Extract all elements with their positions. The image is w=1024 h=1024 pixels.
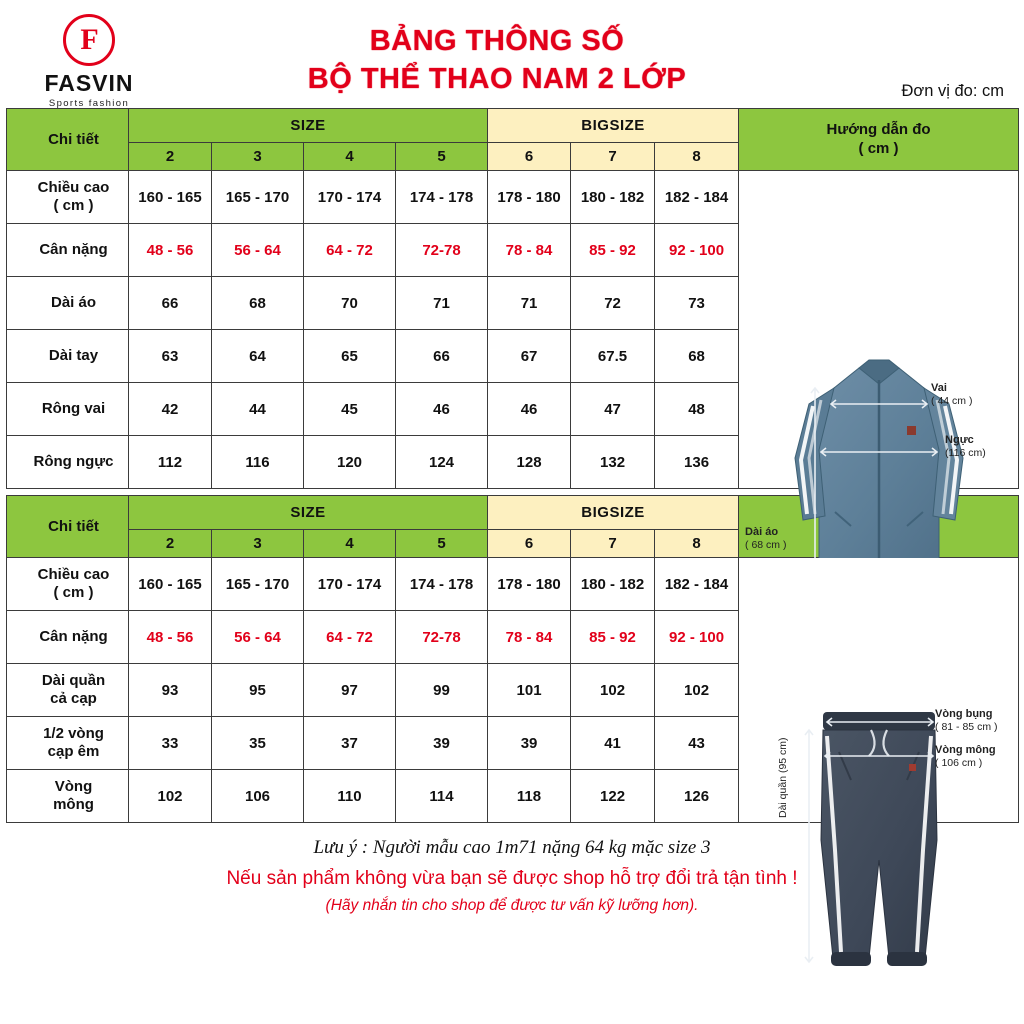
cell: 42 <box>129 383 212 436</box>
row-label <box>7 611 129 664</box>
cell: 67 <box>488 330 571 383</box>
cell: 92 - 100 <box>655 224 739 277</box>
col-size-3: 3 <box>212 530 304 558</box>
annotation-waist <box>935 708 997 734</box>
cell: 43 <box>655 717 739 770</box>
cell: 68 <box>212 277 304 330</box>
col-size-2: 2 <box>129 143 212 171</box>
row-label <box>7 436 129 489</box>
table-row <box>7 558 1019 611</box>
cell: 182 - 184 <box>655 558 739 611</box>
cell: 102 <box>571 664 655 717</box>
cell: 128 <box>488 436 571 489</box>
annotation-length <box>745 526 786 552</box>
cell: 170 - 174 <box>304 171 396 224</box>
cell: 165 - 170 <box>212 171 304 224</box>
col-size-3: 3 <box>212 143 304 171</box>
header-bigsize-group: BIGSIZE <box>488 496 739 530</box>
annotation-waist-label: Vòng bụng <box>935 708 993 720</box>
cell: 97 <box>304 664 396 717</box>
annotation-chest <box>945 434 986 460</box>
cell: 126 <box>655 770 739 823</box>
header-guide <box>739 109 1019 171</box>
col-bigsize-6: 6 <box>488 143 571 171</box>
header-size-group: SIZE <box>129 496 488 530</box>
row-label-line1: Dài tay <box>48 347 99 364</box>
cell: 160 - 165 <box>129 558 212 611</box>
row-label-line2: ( cm ) <box>53 197 94 214</box>
cell: 37 <box>304 717 396 770</box>
cell: 78 - 84 <box>488 224 571 277</box>
col-bigsize-8: 8 <box>655 530 739 558</box>
row-label <box>7 383 129 436</box>
cell: 180 - 182 <box>571 558 655 611</box>
cell: 33 <box>129 717 212 770</box>
annotation-inseam <box>777 737 790 818</box>
annotation-hip <box>935 744 996 770</box>
cell: 71 <box>396 277 488 330</box>
row-label-line1: Chiều cao <box>37 179 110 196</box>
cell: 116 <box>212 436 304 489</box>
cell: 178 - 180 <box>488 558 571 611</box>
cell: 47 <box>571 383 655 436</box>
col-bigsize-8: 8 <box>655 143 739 171</box>
annotation-shoulder-value: ( 44 cm ) <box>931 394 973 407</box>
col-size-5: 5 <box>396 143 488 171</box>
cell: 41 <box>571 717 655 770</box>
header-bigsize-group: BIGSIZE <box>488 109 739 143</box>
header-guide-line1: Hướng dẫn đo <box>826 120 931 138</box>
jacket-table-wrapper <box>0 108 1024 551</box>
cell: 110 <box>304 770 396 823</box>
row-label-line1: Chiều cao <box>37 566 110 583</box>
cell: 45 <box>304 383 396 436</box>
col-size-4: 4 <box>304 143 396 171</box>
annotation-length-value: ( 68 cm ) <box>745 538 787 551</box>
title-line-2: BỘ THỂ THAO NAM 2 LỚP <box>307 63 687 96</box>
note-exchange: Nếu sản phẩm không vừa bạn sẽ được shop hỗ trợ đổi trả tận tình ! <box>226 868 798 889</box>
col-bigsize-7: 7 <box>571 143 655 171</box>
annotation-hip-value: ( 106 cm ) <box>935 757 983 770</box>
cell: 122 <box>571 770 655 823</box>
cell: 46 <box>396 383 488 436</box>
brand-tagline: Sports fashion <box>48 98 130 109</box>
cell: 78 - 84 <box>488 611 571 664</box>
annotation-shoulder-label: Vai <box>931 381 947 394</box>
cell: 65 <box>304 330 396 383</box>
cell: 48 - 56 <box>129 224 212 277</box>
cell: 124 <box>396 436 488 489</box>
cell: 174 - 178 <box>396 171 488 224</box>
col-size-4: 4 <box>304 530 396 558</box>
page-header <box>0 0 1024 108</box>
annotation-length-label: Dài áo <box>745 525 779 538</box>
cell: 72-78 <box>396 224 488 277</box>
cell: 180 - 182 <box>571 171 655 224</box>
annotation-shoulder <box>931 382 972 408</box>
row-label-line2: cả cạp <box>50 690 97 707</box>
cell: 178 - 180 <box>488 171 571 224</box>
row-label-line1: 1/2 vòng <box>43 725 104 742</box>
cell: 102 <box>655 664 739 717</box>
row-label <box>7 330 129 383</box>
cell: 132 <box>571 436 655 489</box>
cell: 101 <box>488 664 571 717</box>
cell: 112 <box>129 436 212 489</box>
cell: 48 - 56 <box>129 611 212 664</box>
cell: 35 <box>212 717 304 770</box>
logo-letter: F <box>80 23 98 56</box>
cell: 170 - 174 <box>304 558 396 611</box>
col-size-2: 2 <box>129 530 212 558</box>
cell: 64 <box>212 330 304 383</box>
cell: 72 <box>571 277 655 330</box>
jacket-size-table <box>6 108 1019 551</box>
row-label-line1: Rông vai <box>41 400 106 417</box>
cell: 56 - 64 <box>212 224 304 277</box>
cell: 71 <box>488 277 571 330</box>
row-label-line1: Vòng <box>54 778 93 795</box>
cell: 165 - 170 <box>212 558 304 611</box>
cell: 95 <box>212 664 304 717</box>
cell: 182 - 184 <box>655 171 739 224</box>
cell: 102 <box>129 770 212 823</box>
annotation-hip-label: Vòng mông <box>935 744 996 756</box>
row-label <box>7 171 129 224</box>
row-label <box>7 717 129 770</box>
trousers-icon <box>739 690 1019 990</box>
logo-circle-icon <box>63 14 115 66</box>
cell: 70 <box>304 277 396 330</box>
row-label-line1: Rông ngực <box>33 453 114 470</box>
brand-name: FASVIN <box>44 70 134 96</box>
row-label <box>7 277 129 330</box>
cell: 118 <box>488 770 571 823</box>
annotation-chest-label: Ngực <box>945 433 974 446</box>
trousers-illustration <box>739 558 1019 823</box>
cell: 48 <box>655 383 739 436</box>
note-model: Lưu ý : Người mẫu cao 1m71 nặng 64 kg mặc size 3 <box>313 837 711 858</box>
row-label <box>7 558 129 611</box>
cell: 160 - 165 <box>129 171 212 224</box>
row-label-line1: Cân nặng <box>39 628 108 645</box>
cell: 93 <box>129 664 212 717</box>
col-bigsize-6: 6 <box>488 530 571 558</box>
row-label-line2: mông <box>53 796 94 813</box>
col-size-5: 5 <box>396 530 488 558</box>
cell: 73 <box>655 277 739 330</box>
cell: 106 <box>212 770 304 823</box>
cell: 39 <box>396 717 488 770</box>
cell: 85 - 92 <box>571 224 655 277</box>
note-contact: (Hãy nhắn tin cho shop để được tư vấn kỹ lưỡng hơn). <box>325 897 699 914</box>
header-guide-line2: ( cm ) <box>858 139 899 157</box>
cell: 120 <box>304 436 396 489</box>
cell: 85 - 92 <box>571 611 655 664</box>
header-size-group: SIZE <box>129 109 488 143</box>
annotation-inseam-label: Dài quần (95 cm) <box>777 737 790 818</box>
cell: 67.5 <box>571 330 655 383</box>
annotation-waist-value: ( 81 - 85 cm ) <box>935 721 998 734</box>
col-bigsize-7: 7 <box>571 530 655 558</box>
jacket-illustration <box>739 171 1019 551</box>
header-detail: Chi tiết <box>7 109 129 171</box>
annotation-chest-value: (116 cm) <box>945 446 986 459</box>
cell: 66 <box>129 277 212 330</box>
cell: 92 - 100 <box>655 611 739 664</box>
cell: 64 - 72 <box>304 611 396 664</box>
cell: 114 <box>396 770 488 823</box>
page-title <box>164 8 830 99</box>
cell: 44 <box>212 383 304 436</box>
row-label-line2: cạp êm <box>47 743 100 760</box>
brand-logo <box>14 8 164 109</box>
cell: 46 <box>488 383 571 436</box>
table-row <box>7 171 1019 224</box>
unit-note: Đơn vị đo: cm <box>901 82 1004 100</box>
row-label-line1: Cân nặng <box>39 241 108 258</box>
cell: 99 <box>396 664 488 717</box>
cell: 63 <box>129 330 212 383</box>
cell: 174 - 178 <box>396 558 488 611</box>
row-label <box>7 224 129 277</box>
row-label <box>7 664 129 717</box>
row-label-line2: ( cm ) <box>53 584 94 601</box>
header-detail: Chi tiết <box>7 496 129 558</box>
title-line-1: BẢNG THÔNG SỐ <box>369 25 625 57</box>
cell: 68 <box>655 330 739 383</box>
row-label <box>7 770 129 823</box>
cell: 39 <box>488 717 571 770</box>
cell: 136 <box>655 436 739 489</box>
row-label-line1: Dài áo <box>50 294 96 311</box>
cell: 56 - 64 <box>212 611 304 664</box>
row-label-line1: Dài quần <box>41 672 106 689</box>
cell: 72-78 <box>396 611 488 664</box>
cell: 64 - 72 <box>304 224 396 277</box>
cell: 66 <box>396 330 488 383</box>
